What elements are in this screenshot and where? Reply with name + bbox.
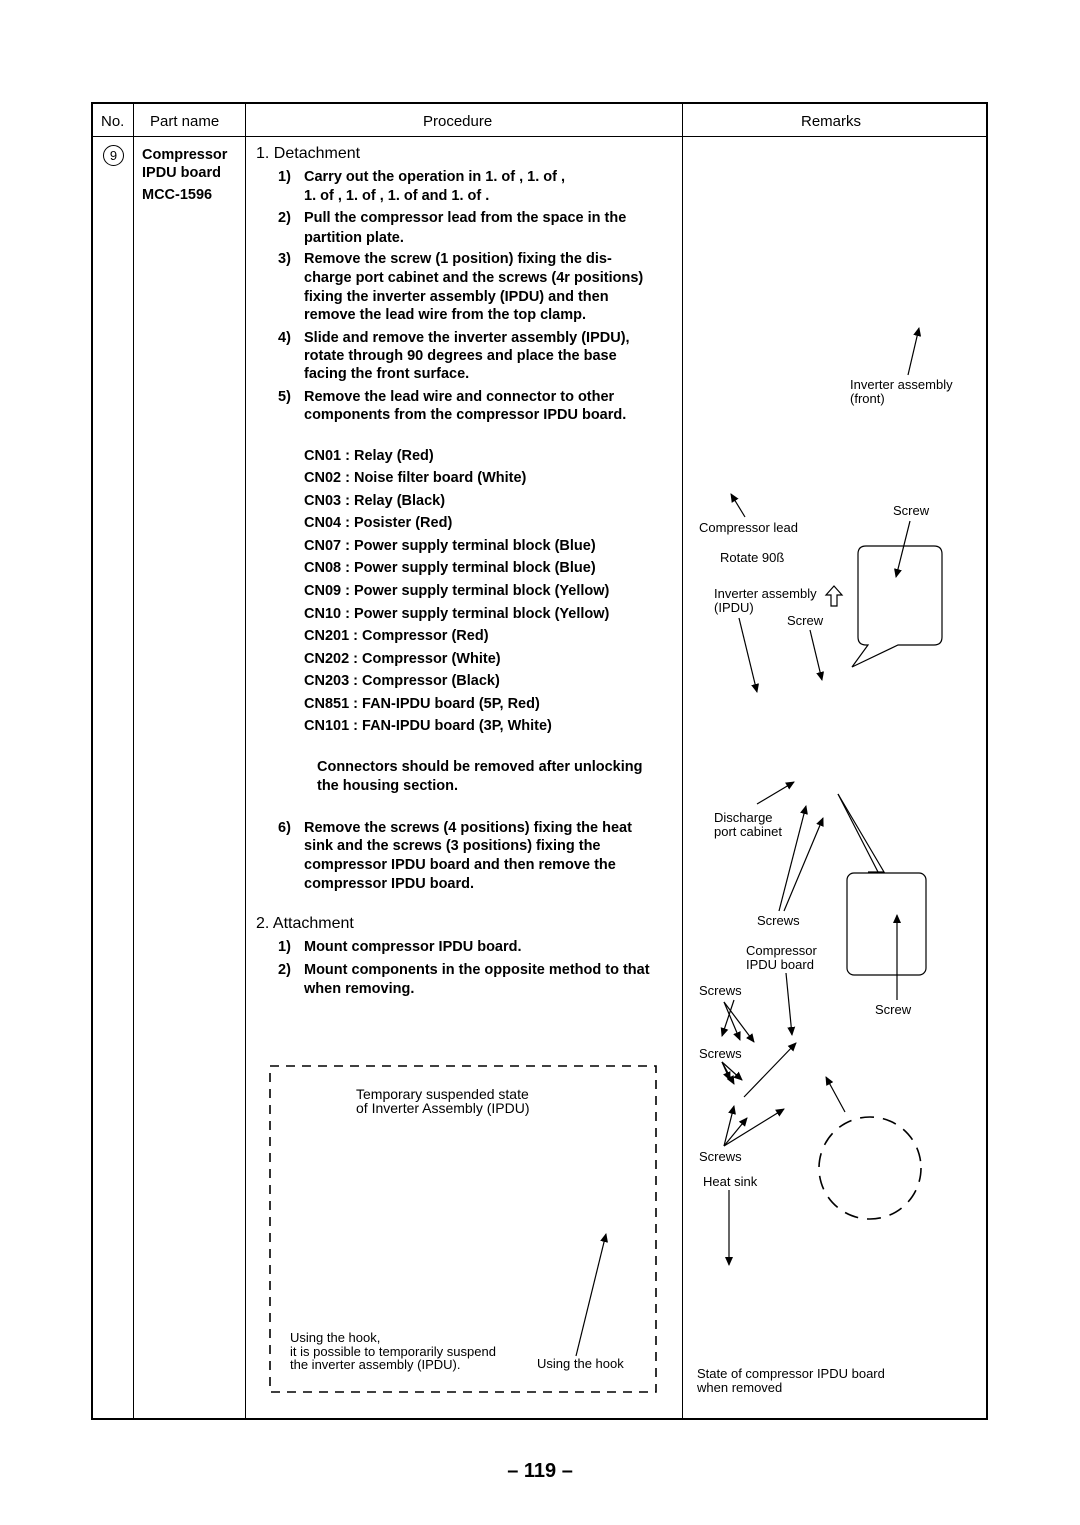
ipdu-arrow <box>739 618 757 692</box>
up-arrow-icon <box>826 586 842 606</box>
connector-desc: : Compressor (White) <box>353 651 501 667</box>
step-text: Mount components in the opposite method to that <box>304 962 650 978</box>
screws-arrow <box>779 806 806 911</box>
callout-pointer <box>838 794 878 872</box>
screw-arrow <box>810 630 822 680</box>
connector-desc: : Noise filter board (White) <box>345 470 527 486</box>
hook-label: Using the hook <box>537 1356 624 1371</box>
part-name-line: IPDU board <box>142 165 221 181</box>
connector-desc: : Power supply terminal block (Yellow) <box>345 583 610 599</box>
connector-code: CN202 <box>304 651 350 667</box>
step-text: Carry out the operation in 1. of , 1. of , <box>304 169 566 185</box>
header-remarks: Remarks <box>801 113 862 130</box>
step-text: remove the lead wire from the top clamp. <box>304 307 587 323</box>
header-no: No. <box>101 113 125 130</box>
discharge-arrow <box>757 782 794 804</box>
header-part-name: Part name <box>150 113 220 130</box>
detail-circle <box>819 1117 921 1219</box>
screws-arrow <box>784 818 823 911</box>
inverter-front-label: (front) <box>850 391 885 406</box>
step-text: partition plate. <box>304 230 404 246</box>
step-text: components from the compressor IPDU board. <box>304 407 627 423</box>
step-number: 3) <box>278 251 291 267</box>
screws-label: Screws <box>757 913 800 928</box>
step-text: Remove the screw (1 position) fixing the dis- <box>304 251 612 267</box>
screws-label: Screws <box>699 1046 742 1061</box>
connector-code: CN203 <box>304 673 350 689</box>
connector-desc: : FAN-IPDU board (5P, Red) <box>353 696 540 712</box>
step-text: sink and the screws (3 positions) fixing the <box>304 838 601 854</box>
compressor-lead-arrow <box>731 494 745 517</box>
compressor-ipdu-label: IPDU board <box>746 957 814 972</box>
screws-arrow <box>722 1062 742 1080</box>
screws-arrow <box>724 1002 754 1042</box>
connector-code: CN01 <box>304 448 342 464</box>
screws-arrow <box>744 1043 796 1097</box>
step-number: 1) <box>278 169 291 185</box>
step-text: charge port cabinet and the screws (4r positions) <box>304 270 644 286</box>
step-number: 2) <box>278 210 291 226</box>
step-text: Mount compressor IPDU board. <box>304 939 522 955</box>
attachment-title: 2. Attachment <box>256 915 354 932</box>
step-number: 5) <box>278 389 291 405</box>
connector-desc: : Relay (Red) <box>345 448 434 464</box>
screws-arrow <box>724 1109 784 1146</box>
connector-desc: : Relay (Black) <box>345 493 446 509</box>
step-text: rotate through 90 degrees and place the base <box>304 348 617 364</box>
step-text: fixing the inverter assembly (IPDU) and then <box>304 289 609 305</box>
step-number: 6) <box>278 820 291 836</box>
hook-note: it is possible to temporarily suspend <box>290 1344 496 1359</box>
connector-code: CN08 <box>304 560 342 576</box>
row-number: 9 <box>109 148 118 163</box>
note-line: Connectors should be removed after unlocking <box>317 759 643 775</box>
screw-arrow <box>896 521 910 577</box>
compressor-lead-label: Compressor lead <box>699 520 798 535</box>
hook-note: Using the hook, <box>290 1330 381 1345</box>
connector-code: CN04 <box>304 515 342 531</box>
heat-sink-label: Heat sink <box>703 1174 758 1189</box>
connector-code: CN851 <box>304 696 350 712</box>
detail-callout <box>852 546 942 667</box>
step-text: compressor IPDU board. <box>304 876 475 892</box>
part-name-line: MCC-1596 <box>142 187 213 203</box>
connector-code: CN09 <box>304 583 342 599</box>
connector-desc: : FAN-IPDU board (3P, White) <box>353 718 552 734</box>
discharge-label: port cabinet <box>714 824 782 839</box>
state-removed-caption: State of compressor IPDU board <box>697 1366 885 1381</box>
connector-desc: : Power supply terminal block (Blue) <box>345 560 596 576</box>
rotate-label: Rotate 90ß <box>720 550 785 565</box>
step-text: compressor IPDU board and then remove the <box>304 857 616 873</box>
connector-code: CN101 <box>304 718 350 734</box>
connector-code: CN07 <box>304 538 342 554</box>
compressor-ipdu-label: Compressor <box>746 943 817 958</box>
connector-desc: : Power supply terminal block (Yellow) <box>345 606 610 622</box>
connector-code: CN02 <box>304 470 342 486</box>
step-text: 1. of , 1. of , 1. of and 1. of . <box>304 188 490 204</box>
connector-code: CN03 <box>304 493 342 509</box>
detail-arrow <box>826 1077 845 1112</box>
screws-label: Screws <box>699 1149 742 1164</box>
screws-arrow <box>722 1062 734 1084</box>
step-text: facing the front surface. <box>304 366 470 382</box>
screws-label: Screws <box>699 983 742 998</box>
detachment-title: 1. Detachment <box>256 145 361 162</box>
inverter-ipdu-label: (IPDU) <box>714 600 754 615</box>
connector-code: CN10 <box>304 606 342 622</box>
hook-arrow <box>576 1234 606 1356</box>
inverter-ipdu-label: Inverter assembly <box>714 586 817 601</box>
connector-desc: : Power supply terminal block (Blue) <box>345 538 596 554</box>
screw-label: Screw <box>875 1002 912 1017</box>
page-number: – 119 – <box>507 1460 573 1482</box>
inverter-front-label: Inverter assembly <box>850 377 953 392</box>
screws-arrow <box>722 1000 734 1036</box>
note-line: the housing section. <box>317 778 458 794</box>
header-procedure: Procedure <box>423 113 493 130</box>
step-number: 1) <box>278 939 291 955</box>
step-number: 4) <box>278 330 291 346</box>
detail-callout <box>847 873 926 975</box>
connector-desc: : Compressor (Red) <box>353 628 489 644</box>
step-number: 2) <box>278 962 291 978</box>
callout-pointer <box>838 794 884 872</box>
step-text: Pull the compressor lead from the space in the <box>304 210 627 226</box>
discharge-label: Discharge <box>714 810 773 825</box>
hook-box-title: Temporary suspended state <box>356 1086 529 1102</box>
step-text: Remove the screws (4 positions) fixing the heat <box>304 820 632 836</box>
hook-note: the inverter assembly (IPDU). <box>290 1357 461 1372</box>
ipdu-board-arrow <box>786 973 792 1035</box>
hook-box-title: of Inverter Assembly (IPDU) <box>356 1100 530 1116</box>
part-name-line: Compressor <box>142 147 228 163</box>
step-text: when removing. <box>304 981 415 997</box>
connector-desc: : Posister (Red) <box>345 515 453 531</box>
inverter-front-arrow <box>908 328 919 375</box>
state-removed-caption: when removed <box>697 1380 783 1395</box>
connector-desc: : Compressor (Black) <box>353 673 500 689</box>
step-text: Slide and remove the inverter assembly (IPDU), <box>304 330 630 346</box>
connector-code: CN201 <box>304 628 350 644</box>
screw-label: Screw <box>787 613 824 628</box>
screw-label: Screw <box>893 503 930 518</box>
step-text: Remove the lead wire and connector to other <box>304 389 615 405</box>
